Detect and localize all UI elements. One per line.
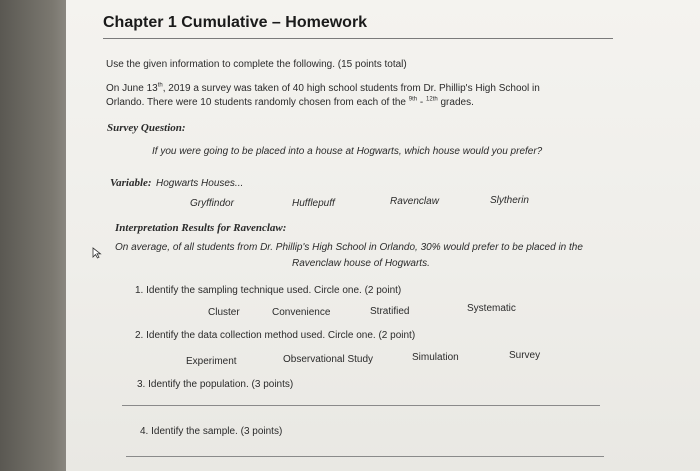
- house-ravenclaw: Ravenclaw: [390, 196, 439, 207]
- question-1: 1. Identify the sampling technique used. Circle one. (2 point): [135, 285, 402, 296]
- q1-option-stratified[interactable]: Stratified: [370, 306, 410, 317]
- q1-option-cluster[interactable]: Cluster: [208, 307, 240, 318]
- context-text-d: grades.: [437, 97, 474, 108]
- desk-background: [0, 0, 66, 471]
- question-3: 3. Identify the population. (3 points): [137, 379, 294, 390]
- sample-answer-line[interactable]: [126, 456, 604, 457]
- survey-heading: Survey Question:: [107, 122, 186, 134]
- instructions: Use the given information to complete the following. (15 points total): [106, 59, 407, 70]
- variable-value: Hogwarts Houses...: [156, 178, 244, 189]
- house-slytherin: Slytherin: [490, 195, 529, 206]
- context-sup: th: [157, 82, 163, 89]
- grade-start-suffix: th: [412, 96, 418, 103]
- q2-option-survey[interactable]: Survey: [509, 350, 541, 361]
- question-2: 2. Identify the data collection method used. Circle one. (2 point): [135, 330, 416, 341]
- grade-start-num: 9: [408, 96, 413, 103]
- title-underline: [103, 38, 613, 39]
- results-heading: Interpretation Results for Ravenclaw:: [115, 222, 287, 234]
- grade-end-num: 12: [426, 96, 433, 103]
- q2-option-simulation[interactable]: Simulation: [412, 352, 459, 363]
- q2-option-experiment[interactable]: Experiment: [186, 356, 237, 367]
- grade-end-suffix: th: [432, 96, 438, 103]
- q1-option-convenience[interactable]: Convenience: [272, 307, 331, 318]
- grade-dash: -: [417, 97, 427, 108]
- page-title: Chapter 1 Cumulative – Homework: [103, 14, 368, 31]
- grade-start: [409, 97, 417, 103]
- mouse-pointer-icon: [92, 247, 104, 259]
- context-line-1: [106, 83, 540, 94]
- survey-question: If you were going to be placed into a house at Hogwarts, which house would you prefer?: [152, 146, 543, 157]
- question-4: 4. Identify the sample. (3 points): [140, 426, 283, 437]
- context-text-a: On June 13: [106, 83, 158, 94]
- grade-end: [426, 97, 438, 103]
- context-text-b: , 2019 a survey was taken of 40 high school students from Dr. Phillip's High School in: [162, 83, 540, 94]
- house-hufflepuff: Hufflepuff: [292, 198, 335, 209]
- population-answer-line[interactable]: [122, 405, 600, 406]
- house-gryffindor: Gryffindor: [190, 198, 234, 209]
- variable-label: Variable:: [110, 177, 152, 189]
- q1-option-systematic[interactable]: Systematic: [467, 303, 516, 314]
- results-line-1: On average, of all students from Dr. Phillip's High School in Orlando, 30% would prefer to be placed in the: [115, 242, 583, 253]
- results-line-2: Ravenclaw house of Hogwarts.: [292, 258, 430, 269]
- q2-option-observational-study[interactable]: Observational Study: [283, 354, 374, 365]
- context-line-2: [106, 97, 474, 108]
- context-text-c: Orlando. There were 10 students randomly chosen from each of the: [106, 97, 406, 108]
- homework-sheet: [66, 0, 700, 471]
- variable-row: [110, 173, 243, 191]
